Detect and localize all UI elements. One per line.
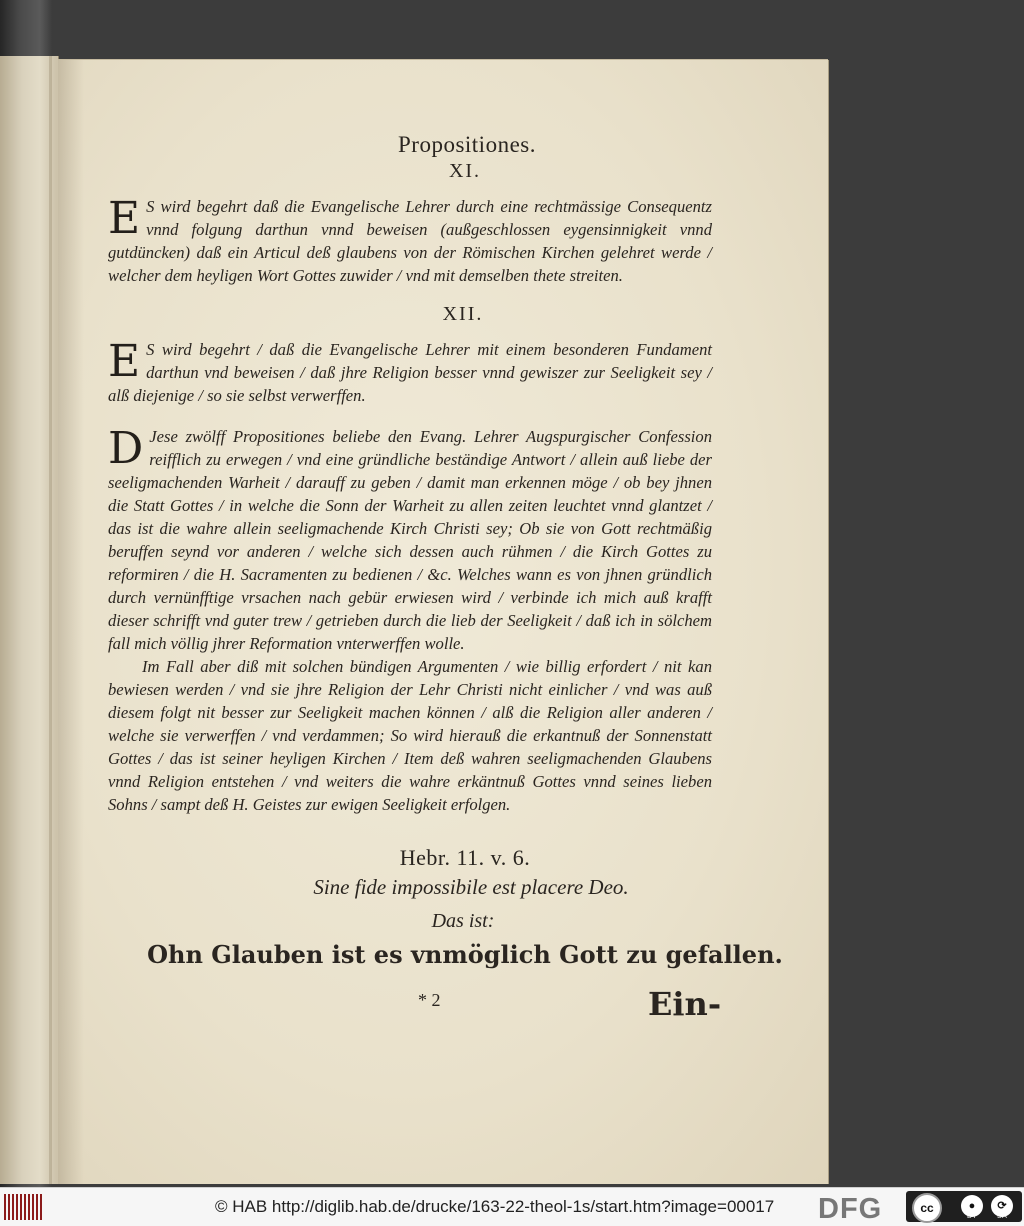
- by-person-icon: ●: [961, 1195, 983, 1217]
- initial-letter: D: [108, 423, 144, 474]
- section-11-text: S wird begehrt daß die Evangelische Lehrer durch eine rechtmässige Consequentz vnnd folgung darthun vnnd beweisen (außgeschlossen eygensinnigkeit vnnd gutdüncken) daß ein Articul deß glaubens von der Römischen Kirchen gelehret werde / welcher dem heyligen Wort Gottes zuwider / vnd mit demselben thete streiten.: [108, 197, 712, 285]
- initial-letter: E: [108, 193, 141, 244]
- running-head: Propositiones.: [398, 132, 536, 157]
- german-quote: Ohn Glauben ist es vnmöglich Gott zu gefallen.: [147, 940, 783, 969]
- bible-citation: Hebr. 11. v. 6.: [399, 845, 531, 870]
- book-page: [58, 60, 828, 1184]
- catchword: Ein-: [648, 985, 722, 1023]
- second-paragraph-text: Im Fall aber diß mit solchen bündigen Argumenten / wie billig erfordert / nit kan bewiesen werden / vnd sie jhre Religion der Lehr Christi nicht einlicher / vnd was auß diesem folgt nit besser zur Seeligkeit machen können / alß die Religion aller anderen / welche sie verwerffen / vnd verdammen; So wird hierauß die erkantnuß der Sonnenstatt Gottes / das ist seiner heyligen Kirchen / Item deß wahren seeligmachenden Glaubens vnnd Religion entstehen / vnd weiters die wahre erkäntnuß Gottes vnnd seines lieben Sohns / sampt deß H. Geistes zur ewigen Seeligkeit erfolgen.: [108, 657, 712, 814]
- hab-logo-icon[interactable]: [4, 1194, 42, 1220]
- by-label: BY: [967, 1213, 978, 1220]
- sa-share-alike-icon: ⟳: [991, 1195, 1013, 1217]
- source-link[interactable]: © HAB http://diglib.hab.de/drucke/163-22-theol-1s/start.htm?image=00017: [215, 1197, 775, 1216]
- initial-letter: E: [108, 336, 141, 387]
- das-ist-label: Das ist:: [431, 910, 495, 932]
- main-paragraph-text: Jese zwölff Propositiones beliebe den Evang. Lehrer Augspurgischer Confession reifflich zu erwegen / vnd eine gründliche beständige Antwort / allein auß liebe der seeligmachenden Warheit / darauff zu geben / damit man erkennen möge / ob bey jhnen die Statt Gottes / in welche die Sonn der Warheit zu allen zeiten leuchtet vnnd glantzet / das ist die wahre allein seeligmachende Kirch Christi sey; Ob sie von Gott rechtmäßig beruffen seynd vor anderen / welche sich dessen auch rühmen / die Kirch Gottes zu reformiren / die H. Sacramenten zu bedienen / &c. Welches wann es von jhnen gründlich durch vernünfftige vrsachen nach gebür erwiesen wird / verbinde ich mich auß krafft dieser schrifft vnd guter trew / getrieben durch die lieb der Seeligkeit / daß ich in sölchem fall mich völlig jhrer Reformation vnterwerffen wolle.: [108, 427, 712, 653]
- main-paragraph: [108, 425, 712, 816]
- section-11-paragraph: [108, 195, 712, 287]
- section-numeral-11: XI.: [448, 160, 482, 182]
- viewer-footer: [0, 1187, 1024, 1226]
- dfg-logo-icon[interactable]: DFG: [818, 1193, 883, 1225]
- section-numeral-12: XII.: [442, 303, 484, 325]
- signature-mark: * 2: [418, 990, 441, 1010]
- left-page-edge: [0, 56, 59, 1184]
- section-12-text: S wird begehrt / daß die Evangelische Lehrer mit einem besonderen Fundament darthun vnd beweisen / daß jhre Religion besser vnnd gewiszer zur Seeligkeit sey / alß diejenige / so sie selbst verwerffen.: [108, 340, 712, 405]
- cc-license-badge[interactable]: [906, 1191, 1022, 1222]
- latin-quote: Sine fide impossibile est placere Deo.: [313, 875, 629, 899]
- sa-label: SA: [997, 1213, 1008, 1220]
- section-12-paragraph: [108, 338, 712, 407]
- cc-icon: cc: [912, 1193, 942, 1223]
